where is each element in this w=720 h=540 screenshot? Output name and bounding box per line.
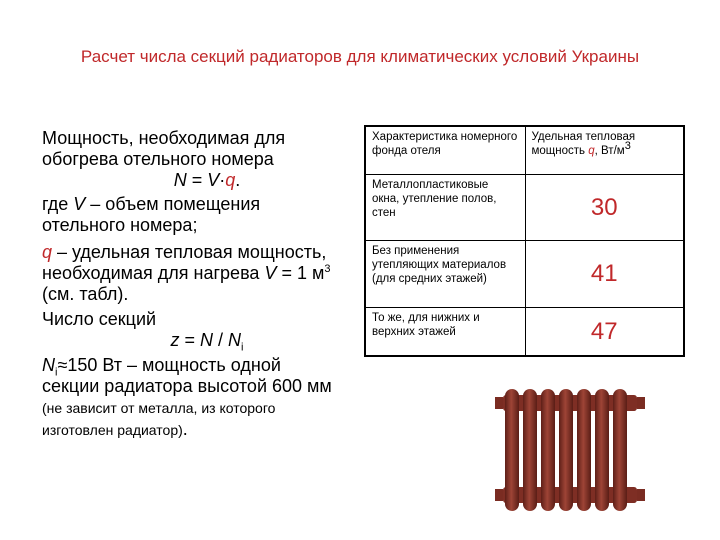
volume-definition xyxy=(42,194,342,236)
ni-period: . xyxy=(182,419,188,439)
sections-label: Число секций xyxy=(42,309,157,329)
radiator-image xyxy=(495,385,645,515)
row-label: Без применения утепляющих материалов (для средних этажей) xyxy=(365,241,525,308)
radiator-section xyxy=(595,389,609,511)
z-Ni-sub: i xyxy=(241,341,244,354)
z-slash: / xyxy=(213,330,229,350)
z-N-var: N xyxy=(200,330,214,350)
where-word: где xyxy=(42,194,74,214)
header-power xyxy=(525,126,684,174)
formula-var-N: N xyxy=(173,170,187,190)
ni-var: N xyxy=(42,355,55,375)
heat-power-table xyxy=(364,125,685,357)
radiator-section xyxy=(505,389,519,511)
row-label: То же, для нижних и верхних этажей xyxy=(365,308,525,356)
formula-dot: · xyxy=(219,170,226,190)
formula-equals: = xyxy=(186,170,208,190)
formula-var-q: q xyxy=(225,170,236,190)
q-text-1: – удельная тепловая мощность, необходимая для нагрева xyxy=(42,242,327,283)
q-var: q xyxy=(42,242,53,262)
ni-text: ≈150 Вт – мощность одной секции радиатора высотой 600 мм xyxy=(42,355,332,396)
radiator-sections xyxy=(505,389,627,511)
table-row xyxy=(365,241,684,308)
row-value: 47 xyxy=(525,308,684,356)
table-row xyxy=(365,308,684,356)
volume-var: V xyxy=(73,194,86,214)
slide-title: Расчет числа секций радиаторов для климатических условий Украины xyxy=(80,47,640,66)
formula-var-V: V xyxy=(207,170,220,190)
radiator-left-plug-top xyxy=(495,397,503,409)
power-description: Мощность, необходимая для обогрева отельного номера xyxy=(42,128,286,169)
q-text-3: (см. табл). xyxy=(42,284,129,304)
row-value: 41 xyxy=(525,241,684,308)
table-header-row xyxy=(365,126,684,174)
section-power xyxy=(42,355,342,441)
q-volume-var: V xyxy=(264,263,277,283)
radiator-right-plug-top xyxy=(637,397,645,409)
header-power-text-b: , Вт/м xyxy=(594,145,625,157)
ni-sub: i xyxy=(55,366,58,379)
power-formula xyxy=(42,170,342,191)
radiator-section xyxy=(613,389,627,511)
z-var: z xyxy=(170,330,180,350)
radiator-section xyxy=(523,389,537,511)
volume-text: – объем помещения отельного номера; xyxy=(42,194,261,235)
formula-period: . xyxy=(235,170,241,190)
row-value: 30 xyxy=(525,174,684,241)
z-Ni-var: N xyxy=(228,330,242,350)
header-q-var: q xyxy=(588,145,595,157)
header-power-text-a: Удельная тепловая мощность xyxy=(531,131,636,157)
row-label: Металлопластиковые окна, утепление полов, стен xyxy=(365,174,525,241)
radiator-section xyxy=(577,389,591,511)
q-text-2: = 1 м xyxy=(276,263,325,283)
radiator-section xyxy=(541,389,555,511)
ni-note: (не зависит от металла, из которого изготовлен радиатор) xyxy=(42,400,276,438)
radiator-right-plug-bottom xyxy=(637,489,645,501)
z-equals: = xyxy=(179,330,201,350)
table-row xyxy=(365,174,684,241)
sections-formula xyxy=(42,330,342,354)
radiator-section xyxy=(559,389,573,511)
q-definition xyxy=(42,242,342,305)
radiator-left-plug-bottom xyxy=(495,489,503,501)
header-power-sup: 3 xyxy=(624,140,631,153)
q-superscript: 3 xyxy=(324,263,331,275)
header-characteristic: Характеристика номерного фонда отеля xyxy=(365,126,525,174)
explanation-block xyxy=(42,128,342,441)
